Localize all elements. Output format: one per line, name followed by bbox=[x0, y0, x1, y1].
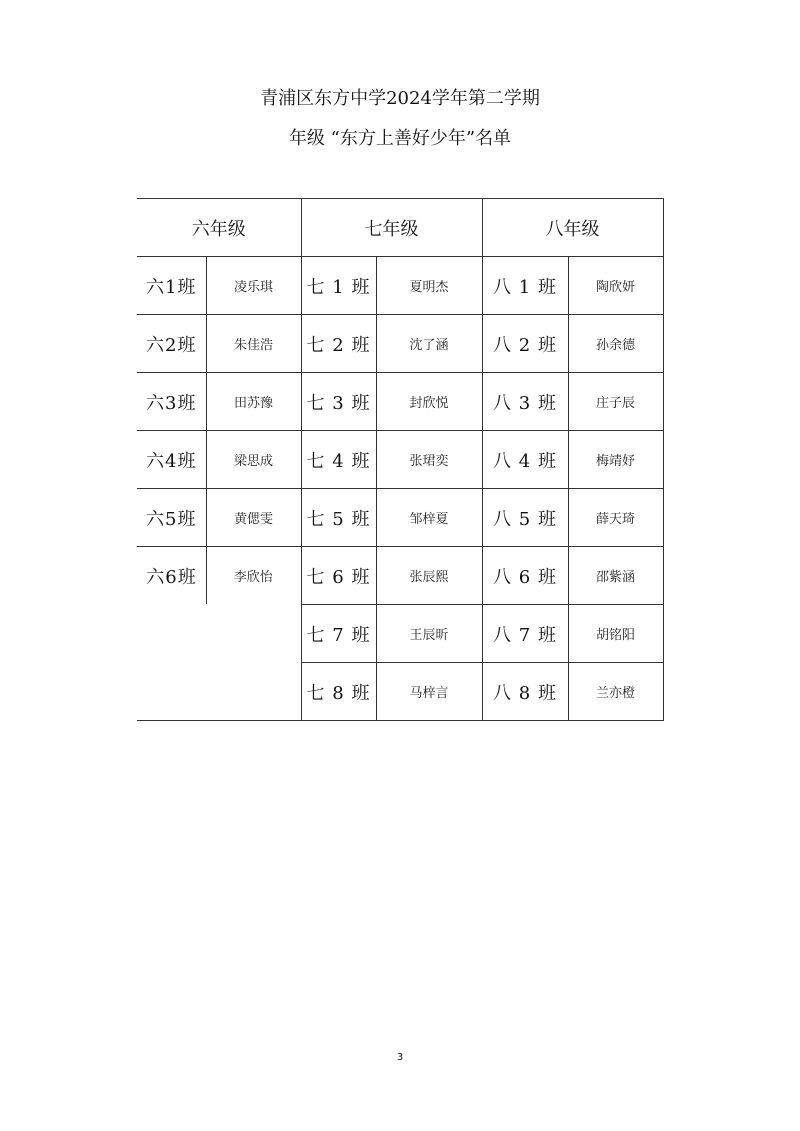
student-name: 夏明杰 bbox=[376, 257, 482, 315]
table-header-row bbox=[137, 199, 663, 257]
student-name-cell bbox=[206, 547, 301, 605]
student-name: 凌乐琪 bbox=[206, 257, 301, 315]
student-name: 黄偲雯 bbox=[206, 489, 301, 547]
class-cell: 七 8 班 bbox=[301, 663, 376, 721]
table-row bbox=[137, 257, 663, 315]
grade-eight-header: 八年级 bbox=[482, 199, 663, 257]
student-name: 庄子辰 bbox=[568, 373, 663, 431]
class-cell: 八 1 班 bbox=[482, 257, 568, 315]
class-cell: 八 7 班 bbox=[482, 605, 568, 663]
document-title: 青浦区东方中学2024学年第二学期 bbox=[260, 88, 540, 109]
student-name: 田苏豫 bbox=[206, 373, 301, 431]
class-cell: 七 4 班 bbox=[301, 431, 376, 489]
student-name: 胡铭阳 bbox=[568, 605, 663, 663]
student-name: 陶欣妍 bbox=[568, 257, 663, 315]
class-cell: 八 2 班 bbox=[482, 315, 568, 373]
student-name: 张辰熙 bbox=[376, 547, 482, 605]
class-cell: 七 5 班 bbox=[301, 489, 376, 547]
student-name: 梅靖妤 bbox=[568, 431, 663, 489]
grade-six-header: 六年级 bbox=[137, 199, 301, 257]
class-cell: 六2班 bbox=[137, 315, 206, 373]
class-cell: 八 3 班 bbox=[482, 373, 568, 431]
class-cell: 六6班 bbox=[146, 566, 197, 588]
empty-area bbox=[137, 605, 301, 721]
table-row bbox=[137, 489, 663, 547]
student-name: 沈了涵 bbox=[376, 315, 482, 373]
honor-roll-table bbox=[137, 198, 664, 721]
grade-seven-header: 七年级 bbox=[301, 199, 482, 257]
student-name: 李欣怡 bbox=[233, 570, 273, 586]
class-cell: 六5班 bbox=[137, 489, 206, 547]
student-name: 邵紫涵 bbox=[568, 547, 663, 605]
class-cell: 七 3 班 bbox=[301, 373, 376, 431]
table-row bbox=[137, 547, 663, 605]
student-name: 邹梓夏 bbox=[376, 489, 482, 547]
student-name: 张珺奕 bbox=[376, 431, 482, 489]
class-cell: 八 6 班 bbox=[482, 547, 568, 605]
partial-divider bbox=[206, 547, 207, 604]
student-name: 孙余德 bbox=[568, 315, 663, 373]
student-name: 朱佳浩 bbox=[206, 315, 301, 373]
class-cell: 七 2 班 bbox=[301, 315, 376, 373]
student-name: 马梓言 bbox=[376, 663, 482, 721]
class-cell: 七 7 班 bbox=[301, 605, 376, 663]
table-row bbox=[137, 315, 663, 373]
class-cell: 八 4 班 bbox=[482, 431, 568, 489]
class-cell: 八 5 班 bbox=[482, 489, 568, 547]
class-cell: 六4班 bbox=[137, 431, 206, 489]
page-number: 3 bbox=[396, 1052, 404, 1063]
table-row bbox=[137, 605, 663, 663]
student-name: 封欣悦 bbox=[376, 373, 482, 431]
class-cell: 六3班 bbox=[137, 373, 206, 431]
class-cell: 六1班 bbox=[137, 257, 206, 315]
student-name: 兰亦橙 bbox=[568, 663, 663, 721]
table-row bbox=[137, 431, 663, 489]
table-row bbox=[137, 373, 663, 431]
document-subtitle: 年级 “东方上善好少年”名单 bbox=[288, 128, 512, 149]
student-name: 王辰昕 bbox=[376, 605, 482, 663]
student-name: 薛天琦 bbox=[568, 489, 663, 547]
class-cell: 七 1 班 bbox=[301, 257, 376, 315]
class-cell: 八 8 班 bbox=[482, 663, 568, 721]
class-cell: 七 6 班 bbox=[301, 547, 376, 605]
student-name: 梁思成 bbox=[206, 431, 301, 489]
